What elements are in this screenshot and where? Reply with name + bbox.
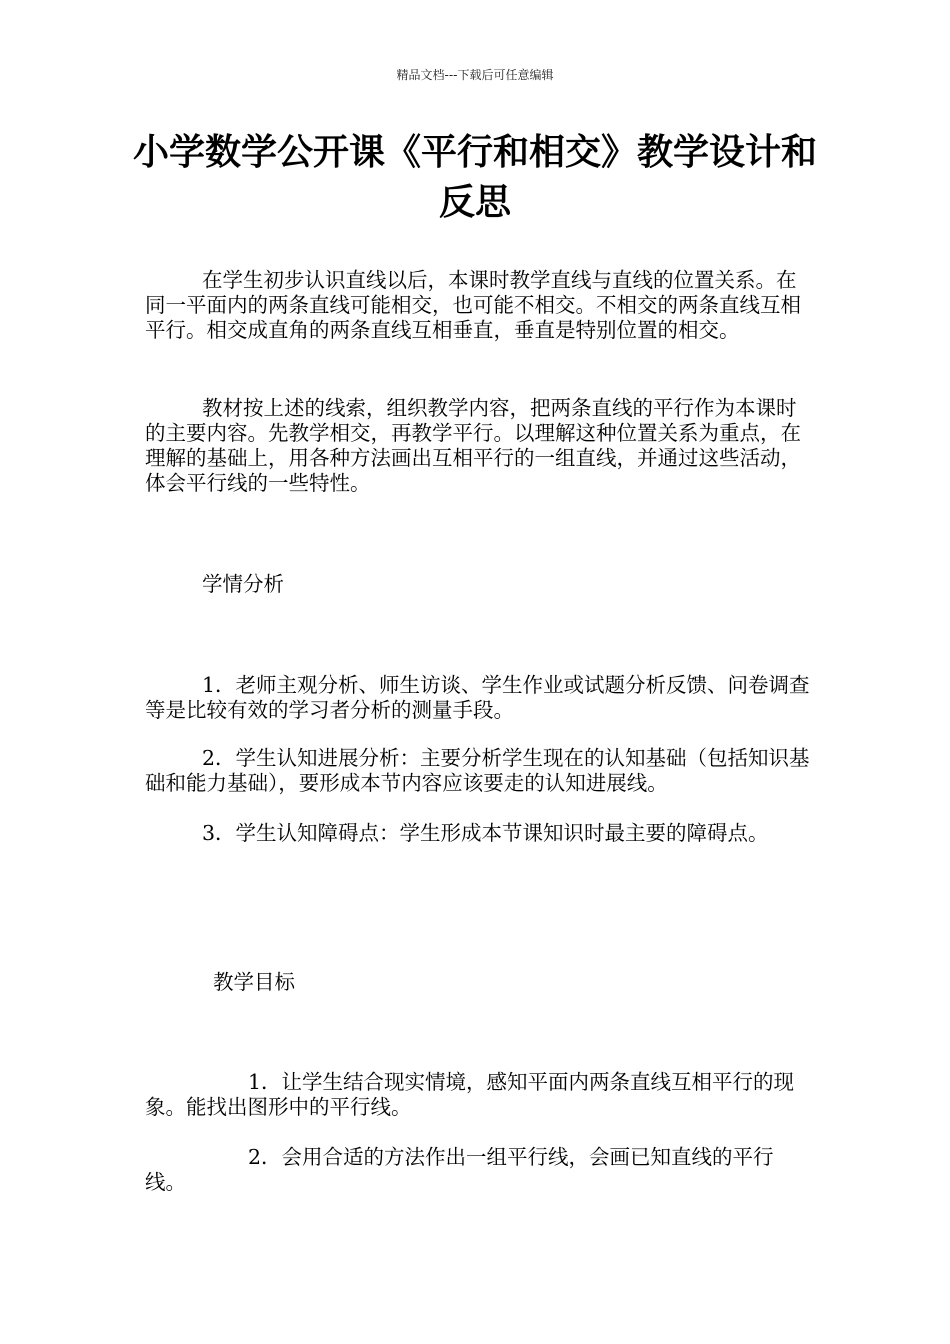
goal-item: 1．让学生结合现实情境，感知平面内两条直线互相平行的现象。能找出图形中的平行线。 bbox=[145, 1070, 795, 1119]
page-header-note: 精品文档---下载后可任意编辑 bbox=[396, 68, 554, 82]
analysis-item: 3．学生认知障碍点：学生形成本节课知识时最主要的障碍点。 bbox=[202, 821, 769, 845]
analysis-item: 2．学生认知进展分析：主要分析学生现在的认知基础（包括知识基础和能力基础），要形成本节内容应该要走的认知进展线。 bbox=[145, 746, 810, 795]
intro-paragraph: 教材按上述的线索，组织教学内容，把两条直线的平行作为本课时的主要内容。先教学相交，再教学平行。以理解这种位置关系为重点，在理解的基础上，用各种方法画出互相平行的一组直线，并通过这些活动，体会平行线的一些特性。 bbox=[145, 396, 801, 495]
analysis-item: 1．老师主观分析、师生访谈、学生作业或试题分析反馈、问卷调查等是比较有效的学习者分析的测量手段。 bbox=[145, 673, 810, 722]
section-heading-goals: 教学目标 bbox=[213, 970, 295, 994]
document-title: 小学数学公开课《平行和相交》教学设计和反思 bbox=[132, 132, 817, 223]
goal-item: 2．会用合适的方法作出一组平行线，会画已知直线的平行线。 bbox=[145, 1145, 774, 1194]
section-heading-analysis: 学情分析 bbox=[202, 572, 284, 596]
intro-paragraph: 在学生初步认识直线以后，本课时教学直线与直线的位置关系。在同一平面内的两条直线可能相交，也可能不相交。不相交的两条直线互相平行。相交成直角的两条直线互相垂直，垂直是特别位置的相交。 bbox=[145, 268, 801, 342]
